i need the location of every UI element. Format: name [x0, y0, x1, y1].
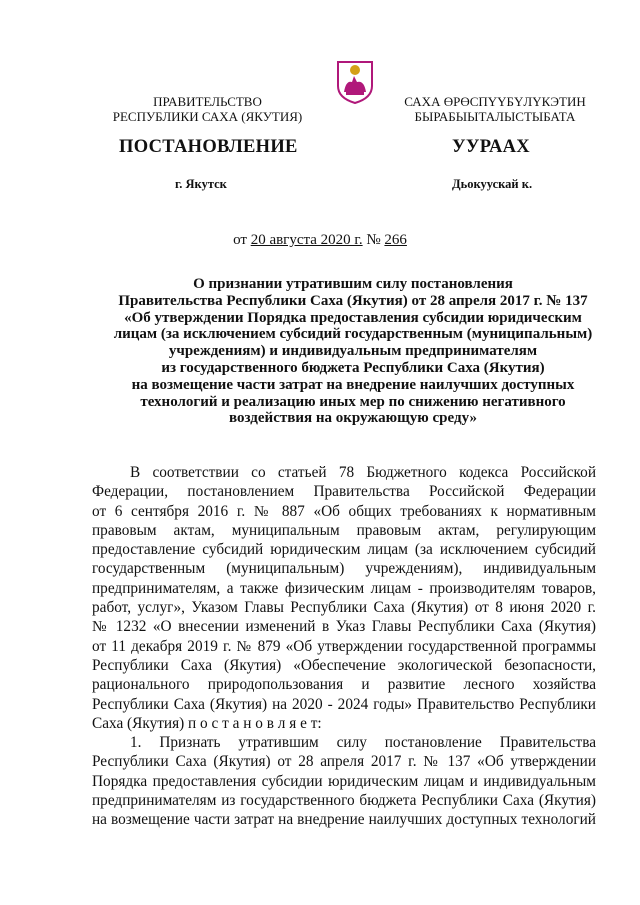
body-line: предпринимателям, а также физическим лицам - производителям товаров,	[92, 579, 596, 597]
body-line: от 6 сентября 2016 г. № 887 «Об общих требованиях к нормативным	[92, 502, 596, 520]
city-russian: г. Якутск	[175, 177, 227, 191]
body-line: Республики Саха (Якутия) на 2020 - 2024 годы» Правительство Республики	[92, 695, 596, 713]
doc-type-russian: ПОСТАНОВЛЕНИЕ	[119, 137, 298, 157]
body-line: В соответствии со статьей 78 Бюджетного кодекса Российской	[130, 464, 596, 481]
city-yakut: Дьокуускай к.	[452, 177, 533, 191]
org-name-russian-line-1: ПРАВИТЕЛЬСТВО	[153, 94, 262, 109]
org-name-yakut-line-2: БЫРАБЫЫТАЛЫСТЫБАТА	[414, 109, 576, 124]
body-line: Федерации, постановлением Правительства Российской Федерации	[92, 483, 596, 501]
body-line: предпринимателям из государственного бюджета Республики Саха (Якутия)	[92, 792, 596, 810]
org-name-russian	[100, 94, 315, 124]
org-name-yakut-line-1: САХА ӨРӨСПҮҮБҮЛҮКЭТИН	[404, 94, 586, 109]
document-subject	[88, 276, 618, 427]
subject-line: из государственного бюджета Республики Саха (Якутия)	[161, 359, 545, 376]
body-line: Саха (Якутия) п о с т а н о в л я е т:	[92, 714, 322, 732]
subject-line: «Об утверждении Порядка предоставления субсидии юридическим	[124, 309, 582, 326]
subject-line: на возмещение части затрат на внедрение наилучших доступных	[131, 376, 575, 393]
document-date: 20 августа 2020 г.	[250, 232, 363, 248]
body-line: государственным (муниципальным) учреждениям), индивидуальным	[92, 560, 596, 578]
subject-line: Правительства Республики Саха (Якутия) от 28 апреля 2017 г. № 137	[118, 292, 588, 309]
emblem-icon	[334, 58, 376, 104]
document-number: 266	[384, 232, 407, 248]
body-line: предоставление субсидий юридическим лицам (за исключением субсидий	[92, 541, 596, 559]
body-line: от 11 декабря 2019 г. № 879 «Об утверждении государственной программы	[92, 637, 596, 655]
body-line: 1. Признать утратившим силу постановление Правительства	[130, 734, 596, 752]
body-line: рационального природопользования и развитие лесного хозяйства	[92, 676, 596, 694]
doc-type-yakut: УУРААХ	[452, 137, 530, 157]
body-line: работ, услуг», Указом Главы Республики Саха (Якутия) от 8 июня 2020 г.	[92, 599, 596, 617]
subject-line: учреждениям) и индивидуальным предпринимателям	[168, 343, 538, 360]
org-name-russian-line-2: РЕСПУБЛИКИ САХА (ЯКУТИЯ)	[112, 109, 303, 124]
number-sign: №	[366, 232, 381, 248]
subject-line: О признании утратившим силу постановления	[193, 276, 513, 292]
body-line: Республики Саха (Якутия) от 28 апреля 2017 г. № 137 «Об утверждении	[92, 753, 596, 771]
subject-line: технологий и реализацию иных мер по снижению негативного	[140, 393, 566, 410]
body-line: Республики Саха (Якутия) «Обеспечение экологической безопасности,	[92, 656, 596, 674]
subject-line: воздействия на окружающую среду»	[229, 410, 477, 427]
subject-line: лицам (за исключением субсидий государственным (муниципальным)	[113, 326, 593, 343]
body-line: Порядка предоставления субсидии юридическим лицам и индивидуальным	[92, 772, 596, 790]
date-prefix: от	[233, 232, 247, 248]
body-line: на возмещение части затрат на внедрение наилучших доступных технологий	[92, 811, 596, 829]
body-line: № 1232 «О внесении изменений в Указ Главы Республики Саха (Якутия)	[92, 618, 596, 636]
document-body	[92, 463, 596, 830]
date-number-line	[0, 232, 640, 249]
body-line: правовым актам, муниципальным правовым актам, регулирующим	[92, 521, 596, 539]
org-name-yakut	[395, 94, 595, 124]
